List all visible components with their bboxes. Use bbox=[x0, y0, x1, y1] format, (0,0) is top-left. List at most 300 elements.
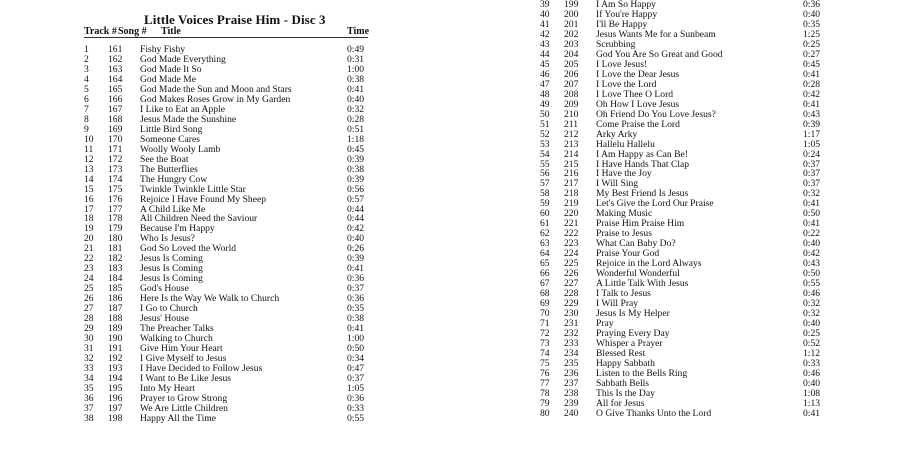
track-number: 61 bbox=[540, 218, 550, 230]
song-number: 235 bbox=[564, 357, 579, 369]
track-row bbox=[84, 55, 384, 65]
track-number: 42 bbox=[540, 28, 550, 40]
track-row bbox=[540, 70, 840, 80]
song-number: 178 bbox=[108, 213, 123, 225]
track-time: 0:37 bbox=[347, 283, 365, 295]
song-number: 183 bbox=[108, 263, 123, 275]
track-row bbox=[84, 414, 384, 424]
track-number: 13 bbox=[84, 163, 94, 175]
track-title: Into My Heart bbox=[140, 382, 195, 394]
song-number: 204 bbox=[564, 48, 579, 60]
track-row bbox=[540, 339, 840, 349]
track-time: 0:37 bbox=[347, 372, 365, 384]
track-title: God Made Me bbox=[140, 73, 196, 85]
song-number: 228 bbox=[564, 288, 579, 300]
track-time: 0:35 bbox=[347, 303, 365, 315]
track-title: I Am So Happy bbox=[596, 0, 656, 10]
song-number: 188 bbox=[108, 313, 123, 325]
track-title: Come Praise the Lord bbox=[596, 118, 680, 130]
song-number: 191 bbox=[108, 343, 123, 355]
song-number: 175 bbox=[108, 183, 123, 195]
track-time: 0:26 bbox=[347, 243, 365, 255]
track-row bbox=[540, 169, 840, 179]
song-number: 169 bbox=[108, 123, 123, 135]
song-number: 240 bbox=[564, 407, 579, 419]
track-time: 0:39 bbox=[803, 118, 821, 130]
track-title: I Want to Be Like Jesus bbox=[140, 372, 231, 384]
track-time: 0:41 bbox=[803, 407, 821, 419]
track-title: Oh How I Love Jesus bbox=[596, 98, 680, 110]
track-row bbox=[540, 179, 840, 189]
song-number: 221 bbox=[564, 218, 579, 230]
track-row bbox=[540, 140, 840, 150]
track-number: 79 bbox=[540, 397, 550, 409]
track-number: 11 bbox=[84, 143, 94, 155]
column-header-title: Title bbox=[161, 26, 181, 37]
song-number: 195 bbox=[108, 382, 123, 394]
track-title: God Made It So bbox=[140, 63, 202, 75]
track-time: 0:46 bbox=[803, 367, 821, 379]
track-row bbox=[84, 135, 384, 145]
track-time: 0:36 bbox=[803, 0, 821, 10]
track-row bbox=[540, 219, 840, 229]
track-row bbox=[540, 0, 840, 10]
track-number: 17 bbox=[84, 203, 94, 215]
song-number: 219 bbox=[564, 198, 579, 210]
track-number: 8 bbox=[84, 113, 89, 125]
track-row bbox=[540, 289, 840, 299]
track-number: 80 bbox=[540, 407, 550, 419]
track-title: I Talk to Jesus bbox=[596, 288, 651, 300]
track-time: 0:36 bbox=[347, 273, 365, 285]
track-title: All for Jesus bbox=[596, 397, 645, 409]
track-title: If You're Happy bbox=[596, 8, 658, 20]
track-number: 43 bbox=[540, 38, 550, 50]
song-number: 238 bbox=[564, 387, 579, 399]
track-row bbox=[540, 259, 840, 269]
track-row bbox=[540, 110, 840, 120]
track-row bbox=[540, 80, 840, 90]
track-title: Someone Cares bbox=[140, 133, 200, 145]
track-time: 0:47 bbox=[347, 363, 365, 374]
song-number: 205 bbox=[564, 58, 579, 70]
track-number: 31 bbox=[84, 343, 94, 355]
track-time: 0:38 bbox=[347, 163, 365, 175]
track-row bbox=[84, 304, 384, 314]
track-time: 0:41 bbox=[347, 83, 365, 95]
track-number: 7 bbox=[84, 103, 89, 115]
track-row bbox=[84, 334, 384, 344]
track-row bbox=[84, 324, 384, 334]
track-time: 0:42 bbox=[347, 223, 365, 235]
track-time: 0:42 bbox=[803, 88, 821, 100]
track-time: 0:43 bbox=[803, 108, 821, 120]
track-number: 18 bbox=[84, 213, 94, 225]
track-title: Jesus Is My Helper bbox=[596, 308, 670, 320]
track-row bbox=[84, 95, 384, 105]
column-header-song: Song # bbox=[118, 26, 147, 37]
track-title: Little Bird Song bbox=[140, 123, 203, 135]
track-time: 1:08 bbox=[803, 387, 821, 399]
track-title: I Give Myself to Jesus bbox=[140, 353, 227, 365]
track-title: God So Loved the World bbox=[140, 243, 237, 255]
track-number: 56 bbox=[540, 168, 550, 180]
track-number: 50 bbox=[540, 108, 550, 120]
track-title: The Preacher Talks bbox=[140, 323, 214, 335]
track-title: The Butterflies bbox=[140, 163, 198, 175]
track-title: Here Is the Way We Walk to Church bbox=[140, 293, 280, 305]
track-number: 71 bbox=[540, 318, 550, 329]
track-number: 41 bbox=[540, 18, 550, 30]
track-time: 0:31 bbox=[347, 53, 365, 65]
track-number: 47 bbox=[540, 78, 550, 90]
track-time: 0:32 bbox=[803, 298, 821, 310]
track-row bbox=[540, 209, 840, 219]
track-time: 0:41 bbox=[347, 323, 365, 335]
track-number: 32 bbox=[84, 353, 94, 365]
song-number: 194 bbox=[108, 372, 123, 384]
track-title: Rejoice I Have Found My Sheep bbox=[140, 193, 267, 205]
track-title: Blessed Rest bbox=[596, 347, 646, 359]
track-row bbox=[84, 244, 384, 254]
track-title: I Will Sing bbox=[596, 178, 639, 190]
track-title: Happy Sabbath bbox=[596, 357, 655, 369]
song-number: 218 bbox=[564, 188, 579, 200]
track-number: 53 bbox=[540, 138, 550, 150]
track-time: 0:40 bbox=[347, 233, 365, 245]
track-number: 22 bbox=[84, 253, 94, 265]
track-row bbox=[84, 364, 384, 374]
track-title: I Am Happy as Can Be! bbox=[596, 148, 688, 160]
track-title: A Child Like Me bbox=[140, 203, 206, 215]
track-title: A Little Talk With Jesus bbox=[596, 278, 689, 290]
track-title: My Best Friend Is Jesus bbox=[596, 188, 689, 200]
track-number: 12 bbox=[84, 153, 94, 165]
track-title: Praise to Jesus bbox=[596, 228, 652, 240]
song-number: 208 bbox=[564, 88, 579, 100]
song-number: 207 bbox=[564, 78, 579, 90]
track-number: 70 bbox=[540, 308, 550, 320]
track-row bbox=[540, 130, 840, 140]
track-number: 52 bbox=[540, 128, 550, 140]
track-number: 46 bbox=[540, 68, 550, 80]
track-time: 0:43 bbox=[803, 258, 821, 270]
track-time: 0:55 bbox=[347, 412, 365, 424]
track-number: 6 bbox=[84, 93, 89, 105]
song-number: 224 bbox=[564, 248, 579, 260]
song-number: 230 bbox=[564, 308, 579, 320]
album-title: Little Voices Praise Him - Disc 3 bbox=[144, 12, 326, 27]
track-title: I Love the Lord bbox=[596, 78, 657, 90]
track-time: 0:38 bbox=[347, 73, 365, 85]
song-number: 193 bbox=[108, 363, 123, 374]
song-number: 229 bbox=[564, 298, 579, 310]
track-row bbox=[84, 65, 384, 75]
track-time: 0:41 bbox=[803, 218, 821, 230]
track-title: The Hungry Cow bbox=[140, 173, 208, 185]
track-row bbox=[540, 199, 840, 209]
track-time: 0:36 bbox=[347, 293, 365, 305]
track-time: 0:44 bbox=[347, 213, 365, 225]
track-time: 0:25 bbox=[803, 327, 821, 339]
track-number: 4 bbox=[84, 73, 89, 85]
track-title: I Love Thee O Lord bbox=[596, 88, 674, 100]
track-title: I Have Decided to Follow Jesus bbox=[140, 363, 263, 374]
track-number: 26 bbox=[84, 293, 94, 305]
song-number: 164 bbox=[108, 73, 123, 85]
track-time: 0:49 bbox=[347, 44, 365, 55]
track-row bbox=[84, 274, 384, 284]
track-number: 29 bbox=[84, 323, 94, 335]
track-time: 1:05 bbox=[347, 382, 365, 394]
track-time: 0:34 bbox=[347, 353, 365, 365]
track-time: 0:38 bbox=[347, 313, 365, 325]
song-number: 176 bbox=[108, 193, 123, 205]
track-title: Scrubbing bbox=[596, 38, 636, 50]
track-time: 0:51 bbox=[347, 123, 365, 135]
track-number: 23 bbox=[84, 263, 94, 275]
track-time: 0:41 bbox=[803, 68, 821, 80]
track-time: 0:40 bbox=[803, 377, 821, 389]
track-row bbox=[540, 120, 840, 130]
track-time: 0:46 bbox=[803, 288, 821, 300]
track-row bbox=[84, 195, 384, 205]
track-row bbox=[84, 115, 384, 125]
track-number: 25 bbox=[84, 283, 94, 295]
track-time: 0:55 bbox=[803, 278, 821, 290]
track-number: 36 bbox=[84, 392, 94, 404]
song-number: 232 bbox=[564, 327, 579, 339]
track-number: 21 bbox=[84, 243, 94, 255]
track-row bbox=[84, 374, 384, 384]
track-row bbox=[84, 214, 384, 224]
song-number: 174 bbox=[108, 173, 123, 185]
track-time: 0:33 bbox=[803, 357, 821, 369]
track-title: Sabbath Bells bbox=[596, 377, 650, 389]
track-number: 1 bbox=[84, 44, 89, 55]
song-number: 237 bbox=[564, 377, 579, 389]
track-row bbox=[84, 254, 384, 264]
track-time: 0:56 bbox=[347, 183, 365, 195]
track-number: 28 bbox=[84, 313, 94, 325]
track-number: 9 bbox=[84, 123, 89, 135]
track-time: 0:50 bbox=[803, 208, 821, 220]
track-title: Hallelu Hallelu bbox=[596, 138, 655, 150]
song-number: 200 bbox=[564, 8, 579, 20]
track-title: Rejoice in the Lord Always bbox=[596, 258, 702, 270]
track-title: I'll Be Happy bbox=[596, 18, 648, 30]
track-time: 0:50 bbox=[803, 268, 821, 280]
track-number: 33 bbox=[84, 363, 94, 374]
track-title: Who Is Jesus? bbox=[140, 233, 195, 245]
song-number: 181 bbox=[108, 243, 123, 255]
track-time: 0:42 bbox=[803, 248, 821, 260]
track-number: 38 bbox=[84, 412, 94, 424]
track-row bbox=[540, 160, 840, 170]
track-time: 0:45 bbox=[803, 58, 821, 70]
track-title: Praise Your God bbox=[596, 248, 660, 260]
track-number: 2 bbox=[84, 53, 89, 65]
track-title: Woolly Wooly Lamb bbox=[140, 143, 221, 155]
track-time: 0:39 bbox=[347, 253, 365, 265]
track-time: 0:41 bbox=[803, 98, 821, 110]
track-title: Arky Arky bbox=[596, 128, 638, 140]
song-number: 196 bbox=[108, 392, 123, 404]
track-time: 0:33 bbox=[347, 402, 365, 414]
song-number: 173 bbox=[108, 163, 123, 175]
song-number: 163 bbox=[108, 63, 123, 75]
track-title: I Have Hands That Clap bbox=[596, 158, 690, 170]
track-time: 1:18 bbox=[347, 133, 365, 145]
track-title: O Give Thanks Unto the Lord bbox=[596, 407, 712, 419]
track-time: 0:28 bbox=[347, 113, 365, 125]
track-number: 15 bbox=[84, 183, 94, 195]
track-title: We Are Little Children bbox=[140, 402, 228, 414]
track-title: Prayer to Grow Strong bbox=[140, 392, 228, 404]
track-time: 0:32 bbox=[803, 308, 821, 320]
song-number: 198 bbox=[108, 412, 123, 424]
track-time: 0:32 bbox=[347, 103, 365, 115]
song-number: 223 bbox=[564, 238, 579, 250]
track-time: 1:13 bbox=[803, 397, 821, 409]
track-row bbox=[84, 294, 384, 304]
track-number: 73 bbox=[540, 337, 550, 349]
track-row bbox=[540, 319, 840, 329]
song-number: 170 bbox=[108, 133, 123, 145]
track-title: Because I'm Happy bbox=[140, 223, 215, 235]
track-row bbox=[540, 60, 840, 70]
track-time: 0:52 bbox=[803, 337, 821, 349]
song-number: 168 bbox=[108, 113, 123, 125]
track-row bbox=[84, 155, 384, 165]
track-title: Pray bbox=[596, 318, 614, 329]
song-number: 184 bbox=[108, 273, 123, 285]
song-number: 209 bbox=[564, 98, 579, 110]
track-title: Wonderful Wonderful bbox=[596, 268, 680, 280]
track-number: 77 bbox=[540, 377, 550, 389]
track-number: 30 bbox=[84, 333, 94, 345]
track-row bbox=[84, 224, 384, 234]
song-number: 239 bbox=[564, 397, 579, 409]
track-title: What Can Baby Do? bbox=[596, 238, 676, 250]
track-title: I Have the Joy bbox=[596, 168, 652, 180]
song-number: 165 bbox=[108, 83, 123, 95]
song-number: 213 bbox=[564, 138, 579, 150]
track-row bbox=[84, 404, 384, 414]
track-row bbox=[84, 384, 384, 394]
track-title: Let's Give the Lord Our Praise bbox=[596, 198, 714, 210]
song-number: 203 bbox=[564, 38, 579, 50]
track-number: 14 bbox=[84, 173, 94, 185]
track-title: Whisper a Prayer bbox=[596, 337, 663, 349]
song-number: 233 bbox=[564, 337, 579, 349]
track-number: 5 bbox=[84, 83, 89, 95]
track-number: 45 bbox=[540, 58, 550, 70]
track-time: 0:41 bbox=[347, 263, 365, 275]
track-title: Jesus Is Coming bbox=[140, 273, 203, 285]
track-time: 0:40 bbox=[347, 93, 365, 105]
track-time: 0:37 bbox=[803, 178, 821, 190]
track-time: 0:40 bbox=[803, 8, 821, 20]
song-number: 189 bbox=[108, 323, 123, 335]
track-row bbox=[540, 299, 840, 309]
track-title: Give Him Your Heart bbox=[140, 343, 223, 355]
track-number: 19 bbox=[84, 223, 94, 235]
track-number: 37 bbox=[84, 402, 94, 414]
track-time: 0:24 bbox=[803, 148, 821, 160]
song-number: 185 bbox=[108, 283, 123, 295]
track-row bbox=[84, 125, 384, 135]
track-row bbox=[540, 30, 840, 40]
song-number: 166 bbox=[108, 93, 123, 105]
track-time: 0:28 bbox=[803, 78, 821, 90]
song-number: 199 bbox=[564, 0, 579, 10]
track-title: Twinkle Twinkle Little Star bbox=[140, 183, 246, 195]
track-row bbox=[84, 314, 384, 324]
track-row bbox=[84, 394, 384, 404]
track-title: Listen to the Bells Ring bbox=[596, 367, 688, 379]
track-title: Jesus Made the Sunshine bbox=[140, 113, 237, 125]
track-number: 48 bbox=[540, 88, 550, 100]
track-title: Praying Every Day bbox=[596, 327, 670, 339]
track-number: 63 bbox=[540, 238, 550, 250]
track-time: 0:50 bbox=[347, 343, 365, 355]
track-title: Jesus' House bbox=[140, 313, 189, 325]
track-title: I Love the Dear Jesus bbox=[596, 68, 680, 80]
track-row bbox=[84, 165, 384, 175]
track-time: 0:39 bbox=[347, 173, 365, 185]
track-title: God You Are So Great and Good bbox=[596, 48, 723, 60]
track-number: 57 bbox=[540, 178, 550, 190]
track-title: I Like to Eat an Apple bbox=[140, 103, 225, 115]
track-row bbox=[540, 309, 840, 319]
track-title: God's House bbox=[140, 283, 189, 295]
track-number: 27 bbox=[84, 303, 94, 315]
song-number: 190 bbox=[108, 333, 123, 345]
track-number: 10 bbox=[84, 133, 94, 145]
song-number: 172 bbox=[108, 153, 123, 165]
track-time: 1:12 bbox=[803, 347, 821, 359]
track-number: 16 bbox=[84, 193, 94, 205]
track-time: 0:57 bbox=[347, 193, 365, 205]
track-number: 49 bbox=[540, 98, 550, 110]
song-number: 182 bbox=[108, 253, 123, 265]
track-number: 35 bbox=[84, 382, 94, 394]
track-number: 40 bbox=[540, 8, 550, 20]
track-row bbox=[540, 359, 840, 369]
song-number: 216 bbox=[564, 168, 579, 180]
track-time: 0:37 bbox=[803, 168, 821, 180]
song-number: 214 bbox=[564, 148, 579, 160]
track-time: 0:27 bbox=[803, 48, 821, 60]
track-number: 75 bbox=[540, 357, 550, 369]
track-title: Jesus Wants Me for a Sunbeam bbox=[596, 28, 716, 40]
track-time: 1:05 bbox=[803, 138, 821, 150]
track-title: God Made Everything bbox=[140, 53, 226, 65]
track-number: 65 bbox=[540, 258, 550, 270]
song-number: 220 bbox=[564, 208, 579, 220]
track-title: God Made the Sun and Moon and Stars bbox=[140, 83, 292, 95]
track-number: 74 bbox=[540, 347, 550, 359]
track-title: Praise Him Praise Him bbox=[596, 218, 685, 230]
track-number: 69 bbox=[540, 298, 550, 310]
track-time: 0:36 bbox=[347, 392, 365, 404]
track-time: 0:37 bbox=[803, 158, 821, 170]
track-title: All Children Need the Saviour bbox=[140, 213, 258, 225]
track-number: 58 bbox=[540, 188, 550, 200]
track-row bbox=[540, 389, 840, 399]
column-header-time: Time bbox=[347, 26, 370, 37]
